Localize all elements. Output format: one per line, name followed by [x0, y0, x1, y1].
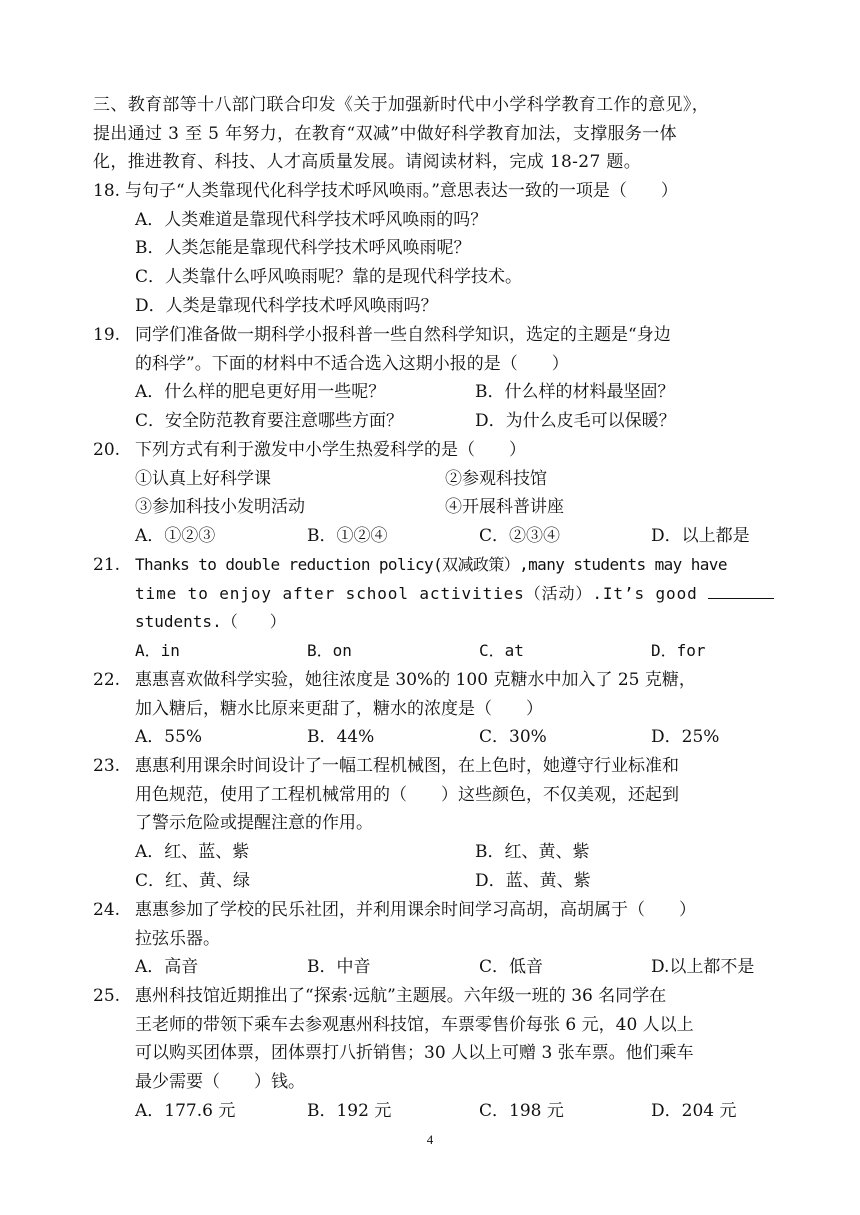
question-stem-cont: time to enjoy after school activities（活动）.It’s good [135, 583, 698, 603]
question-stem: Thanks to double reduction policy(双减政策）,many students may have [135, 555, 727, 574]
option-d: D．蓝、黄、紫 [475, 870, 591, 891]
question-stem-cont: students.（ ） [135, 612, 286, 632]
intro-line: 提出通过 3 至 5 年努力，在教育“双减”中做好科学教育加法，支撑服务一体 [93, 123, 677, 144]
intro-line: 三、教育部等十八部门联合印发《关于加强新时代中小学科学教育工作的意见》， [93, 95, 710, 115]
question-number: 21. [93, 555, 121, 575]
option-d: D．为什么皮毛可以保暖？ [475, 411, 676, 432]
option-d: D．for [651, 641, 706, 661]
question-stem: 惠州科技馆近期推出了“探索·远航”主题展。六年级一班的 36 名同学在 [135, 986, 667, 1006]
option-a: A．人类难道是靠现代科学技术呼风唤雨的吗？ [135, 209, 488, 230]
question-stem: 惠惠利用课余时间设计了一幅工程机械图，在上色时，她遵守行业标准和 [135, 756, 679, 776]
item-2: ②参观科技馆 [445, 468, 547, 489]
option-d: D．25% [651, 727, 720, 748]
option-d: D．204 元 [651, 1100, 737, 1121]
question-stem-cont: 的科学”。下面的材料中不适合选入这期小报的是（ ） [135, 353, 569, 374]
page-number: 4 [426, 1132, 434, 1147]
option-a: A．177.6 元 [135, 1100, 236, 1121]
option-b: B．on [307, 641, 352, 661]
option-d: D.以上都不是 [651, 957, 755, 978]
question-19 [93, 321, 783, 436]
question-22 [93, 666, 783, 752]
option-b: B．什么样的材料最坚固？ [475, 382, 675, 403]
option-a: A．什么样的肥皂更好用一些呢？ [135, 382, 386, 403]
question-number: 24. [93, 900, 121, 920]
section-intro [93, 91, 783, 177]
option-a: A．红、蓝、紫 [135, 842, 250, 863]
question-18 [93, 177, 783, 321]
option-b: B．人类怎能是靠现代科学技术呼风唤雨呢？ [135, 238, 471, 259]
option-b: B．①②④ [307, 526, 388, 547]
option-b: B．红、黄、紫 [475, 842, 590, 863]
question-stem-cont: 可以购买团体票，团体票打八折销售；30 人以上可赠 3 张车票。他们乘车 [135, 1043, 694, 1064]
question-stem-cont: 王老师的带领下乘车去参观惠州科技馆，车票零售价每张 6 元，40 人以上 [135, 1014, 694, 1035]
option-c: C．红、黄、绿 [135, 870, 251, 891]
question-stem-cont: 用色规范，使用了工程机械常用的（ ）这些颜色，不仅美观，还起到 [135, 784, 679, 805]
question-20 [93, 436, 783, 551]
option-b: B．192 元 [307, 1100, 392, 1121]
question-stem: 惠惠喜欢做科学实验，她往浓度是 30%的 100 克糖水中加入了 25 克糖， [135, 670, 696, 690]
question-stem-cont: 拉弦乐器。 [135, 928, 220, 949]
option-a: A．高音 [135, 957, 199, 978]
question-stem-cont: 了警示危险或提醒注意的作用。 [135, 813, 373, 834]
item-1: ①认真上好科学课 [135, 468, 271, 489]
option-c: C．低音 [479, 957, 544, 978]
option-c: C．②③④ [479, 526, 561, 547]
question-number: 20. [93, 440, 121, 460]
option-c: C．30% [479, 727, 547, 748]
question-25 [93, 982, 783, 1126]
option-c: C．安全防范教育要注意哪些方面？ [135, 411, 404, 432]
option-a: A．in [135, 641, 180, 661]
option-a: A．55% [135, 727, 203, 748]
question-21 [93, 551, 783, 666]
answer-blank [708, 581, 774, 599]
question-stem-cont: 最少需要（ ）钱。 [135, 1072, 305, 1093]
question-stem: 与句子“人类靠现代化科学技术呼风唤雨。”意思表达一致的一项是（ ） [125, 181, 678, 201]
intro-line: 化，推进教育、科技、人才高质量发展。请阅读材料，完成 18-27 题。 [93, 152, 642, 173]
option-a: A．①②③ [135, 526, 216, 547]
option-c: C．198 元 [479, 1100, 564, 1121]
option-b: B．中音 [307, 957, 371, 978]
question-stem: 下列方式有利于激发中小学生热爱科学的是（ ） [135, 440, 526, 460]
question-stem-cont: 加入糖后，糖水比原来更甜了，糖水的浓度是（ ） [135, 698, 543, 719]
question-stem: 同学们准备做一期科学小报科普一些自然科学知识，选定的主题是“身边 [135, 325, 671, 345]
item-4: ④开展科普讲座 [445, 497, 564, 518]
question-24 [93, 896, 783, 982]
option-b: B．44% [307, 727, 375, 748]
question-23 [93, 752, 783, 896]
option-d: D．以上都是 [651, 526, 750, 547]
item-3: ③参加科技小发明活动 [135, 497, 305, 518]
option-d: D．人类是靠现代科学技术呼风唤雨吗？ [135, 295, 438, 316]
question-number: 22. [93, 670, 121, 690]
option-c: C．人类靠什么呼风唤雨呢？靠的是现代科学技术。 [135, 267, 523, 288]
question-number: 23. [93, 756, 121, 776]
question-number: 25. [93, 986, 121, 1006]
question-stem: 惠惠参加了学校的民乐社团，并利用课余时间学习高胡，高胡属于（ ） [135, 900, 696, 920]
question-number: 18. [93, 181, 121, 201]
question-number: 19. [93, 325, 121, 345]
option-c: C．at [479, 641, 524, 661]
